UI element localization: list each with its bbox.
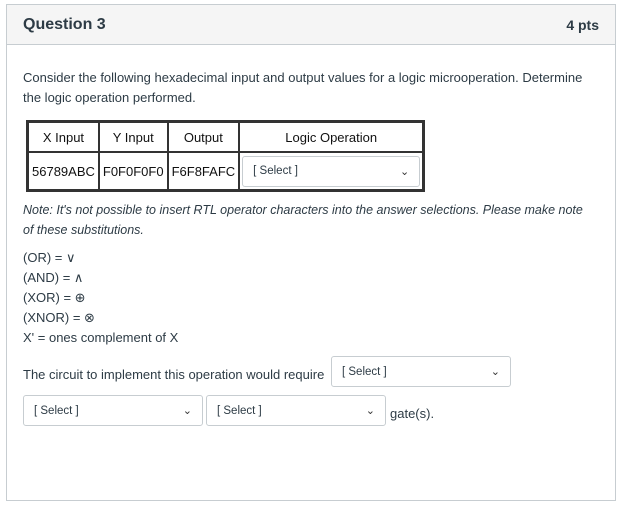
question-card [6,4,616,501]
logic-operation-select-label: [ Select ] [253,165,298,177]
header-x-input: X Input [28,122,99,152]
question-points: 4 pts [566,16,599,33]
cell-logic-operation [239,152,423,190]
circuit-requirement-text: The circuit to implement this operation would require [23,367,325,382]
cell-x-input: 56789ABC [28,152,99,190]
logic-operation-select[interactable] [242,156,420,187]
gate-suffix: gate(s). [390,406,435,421]
substitution-xor: (XOR) = ⊕ [23,290,86,305]
substitution-or: (OR) = ∨ [23,250,76,265]
operation-table [26,120,425,192]
gate-input-select[interactable] [23,395,203,426]
gate-type-select[interactable] [206,395,386,426]
chevron-down-icon: ⌄ [182,405,192,417]
substitution-list [23,248,178,348]
substitution-note: Note: It's not possible to insert RTL operator characters into the answer selections. Please make note of these substitutions. [23,203,583,237]
gate-input-select-label: [ Select ] [34,404,79,417]
substitution-complement: X' = ones complement of X [23,330,179,345]
header-output: Output [168,122,240,152]
question-title: Question 3 [23,15,106,33]
header-y-input: Y Input [99,122,168,152]
question-header [7,5,615,45]
question-prompt: Consider the following hexadecimal input and output values for a logic microoperation. Determine the logic operation performed. [23,70,583,105]
chevron-down-icon: ⌄ [365,405,375,417]
substitution-xnor: (XNOR) = ⊗ [23,310,95,325]
header-logic-operation: Logic Operation [239,122,423,152]
cell-y-input: F0F0F0F0 [99,152,168,190]
gate-count-select[interactable] [331,356,511,387]
gate-type-select-label: [ Select ] [217,404,262,417]
cell-output: F6F8FAFC [168,152,240,190]
chevron-down-icon: ⌄ [490,366,500,378]
chevron-down-icon: ⌄ [399,165,410,178]
substitution-and: (AND) = ∧ [23,270,84,285]
gate-count-select-label: [ Select ] [342,365,387,378]
